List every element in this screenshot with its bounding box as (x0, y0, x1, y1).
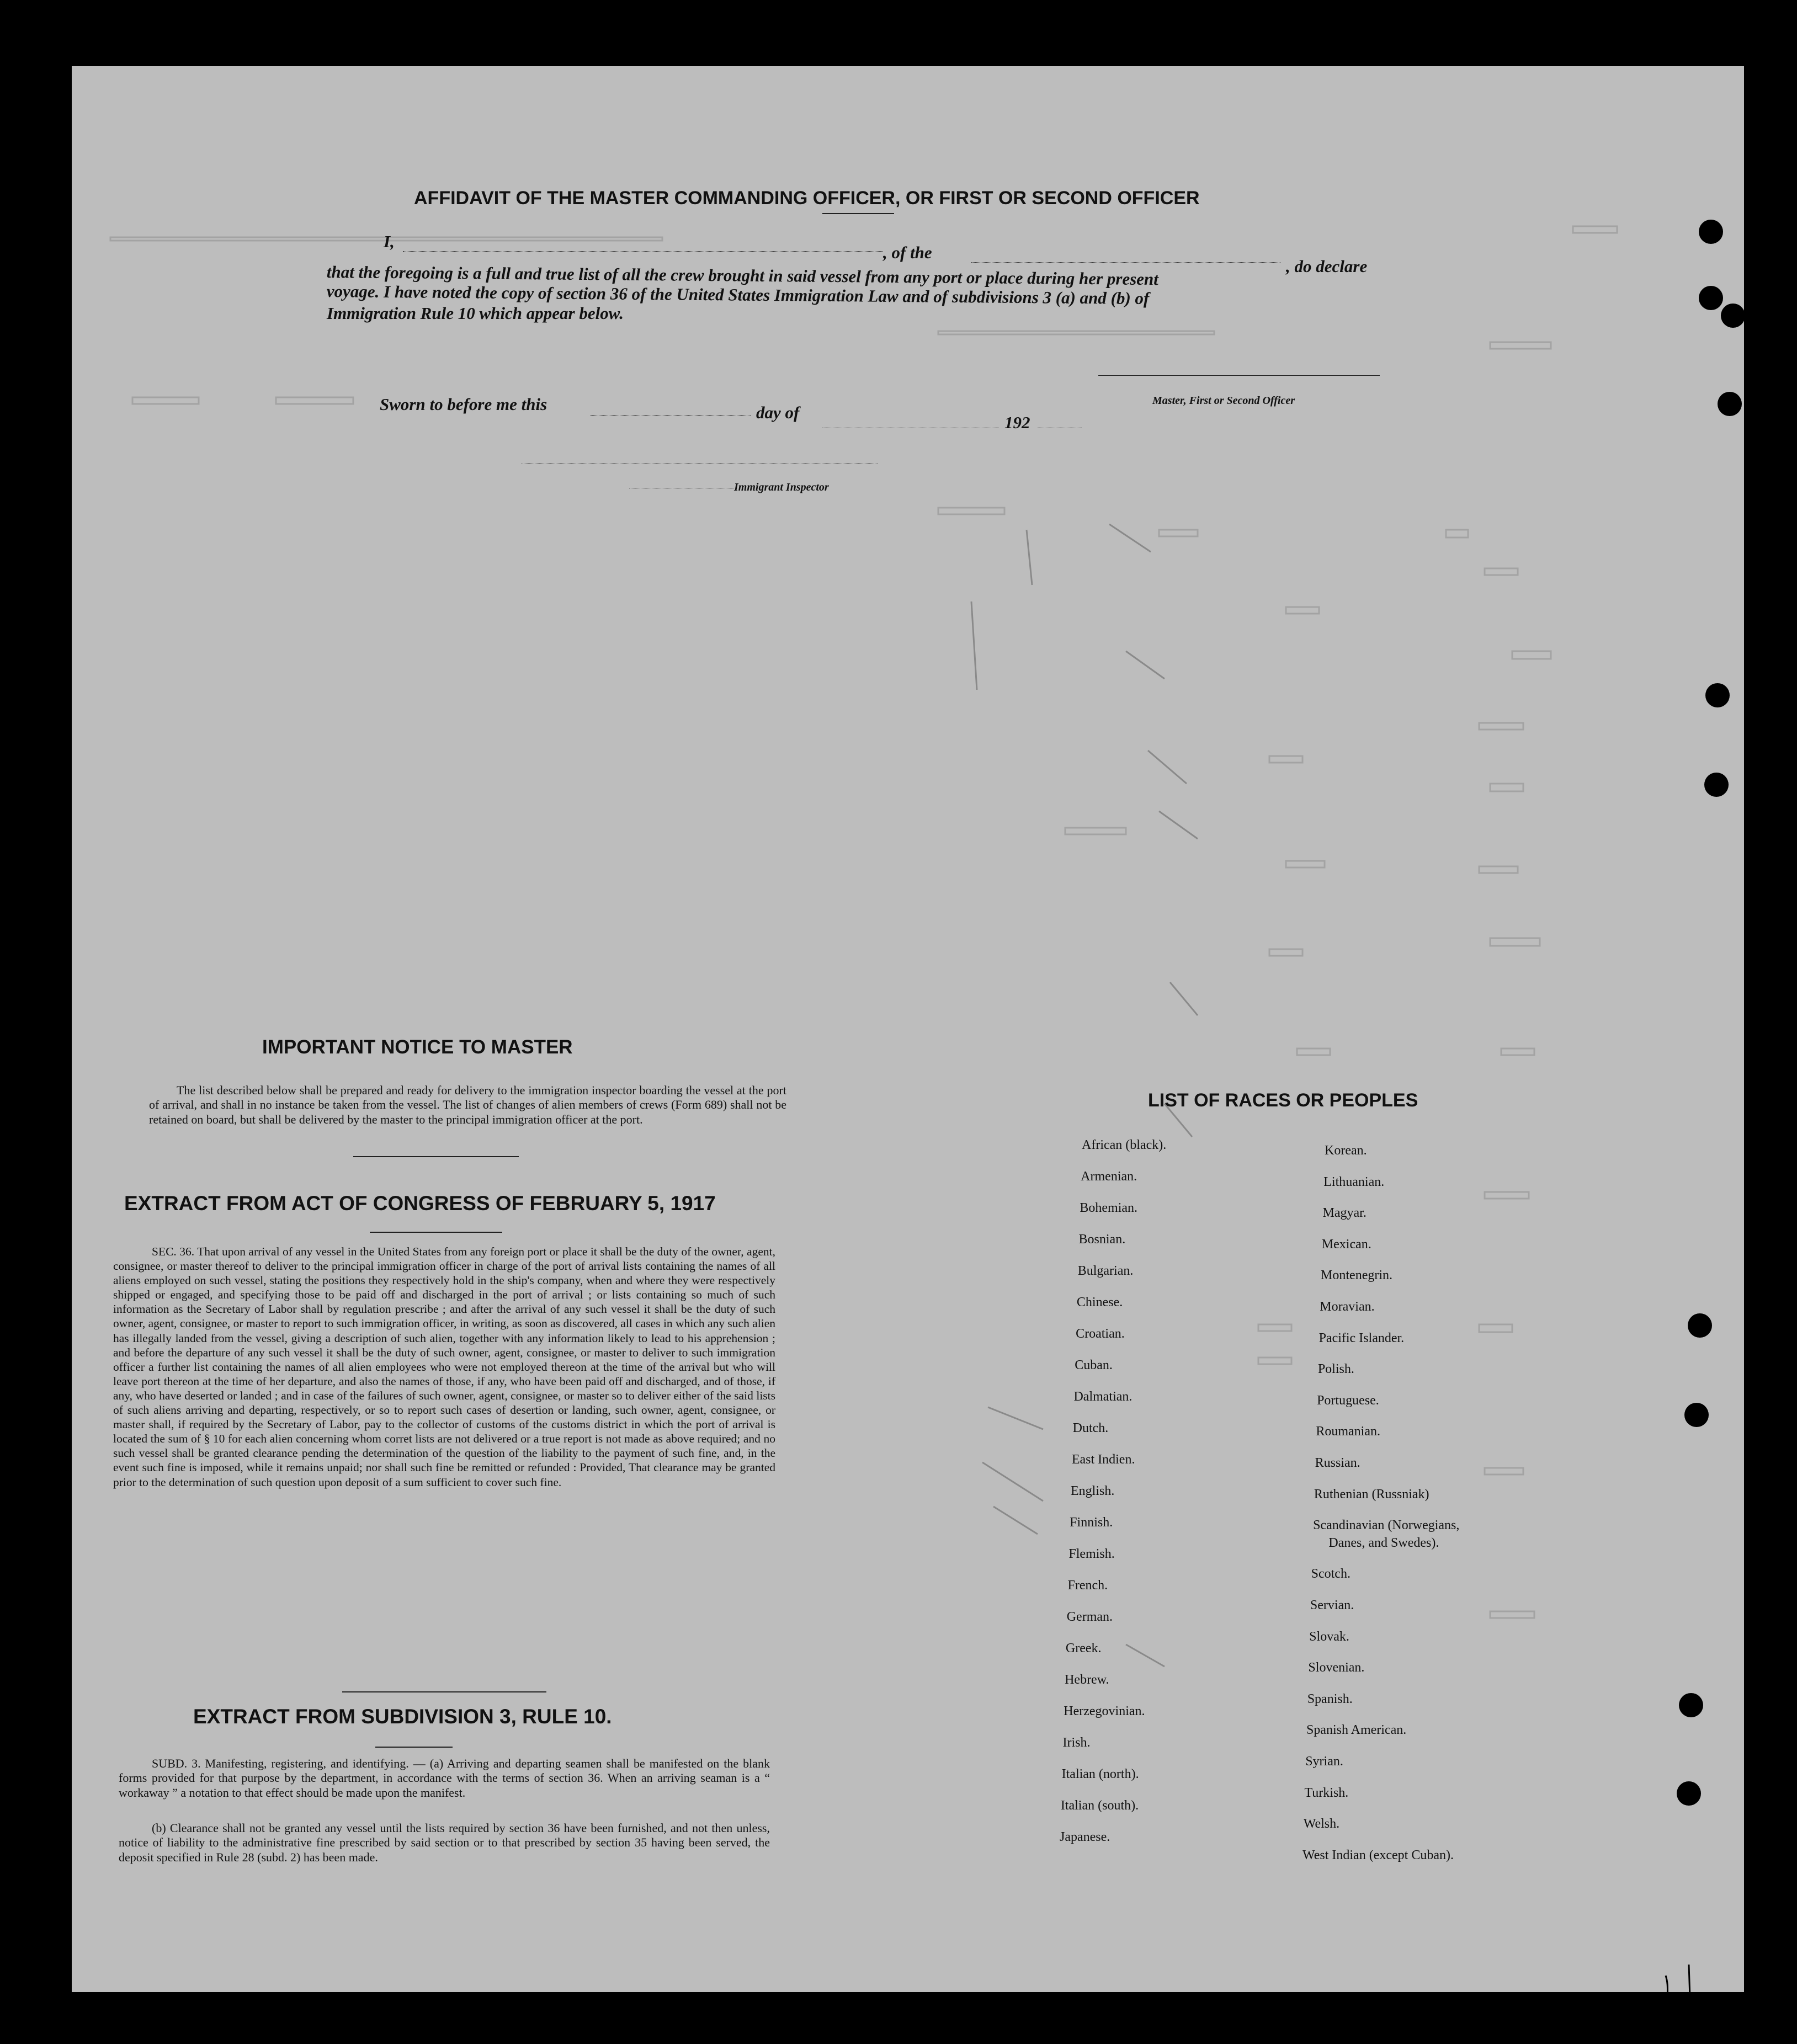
race-entry: Servian. (1310, 1598, 1354, 1612)
race-entry: Dalmatian. (1073, 1390, 1133, 1404)
race-entry: French. (1067, 1578, 1108, 1593)
race-entry: Montenegrin. (1321, 1268, 1393, 1283)
rule-paragraph-a: SUBD. 3. Manifesting, registering, and identifying. — (a) Arriving and departing seamen shall be manifested on the blank forms provided for that purpose by the department, in accordance with the terms of section 36. When an arriving seaman is a “ workaway ” a notation to that effect should be made upon the manifest. (119, 1756, 770, 1800)
race-entry: Roumanian. (1316, 1424, 1380, 1439)
race-entry: Finnish. (1070, 1515, 1113, 1530)
punch-hole (1679, 1693, 1703, 1717)
race-entry: Irish. (1062, 1736, 1091, 1750)
race-entry: West Indian (except Cuban). (1302, 1848, 1454, 1862)
affidavit-declare-label: , do declare (1286, 257, 1368, 276)
sworn-day-line[interactable] (591, 415, 751, 416)
race-entry: Welsh. (1303, 1817, 1340, 1832)
rule-title: EXTRACT FROM SUBDIVISION 3, RULE 10. (193, 1705, 612, 1728)
race-entry: Spanish. (1307, 1691, 1353, 1706)
affidavit-title-underline (822, 213, 894, 214)
race-entry: Polish. (1317, 1362, 1354, 1377)
race-entry: Bulgarian. (1077, 1264, 1134, 1278)
race-entry: Flemish. (1068, 1547, 1115, 1561)
punch-hole (1721, 304, 1745, 328)
race-entry: Korean. (1325, 1143, 1367, 1158)
act-title: EXTRACT FROM ACT OF CONGRESS OF FEBRUARY 5, 1917 (124, 1192, 716, 1215)
affidavit-vessel-label: , of the (883, 243, 932, 262)
race-entry: Slovenian. (1308, 1660, 1365, 1675)
affidavit-text-line-4: Immigration Rule 10 which appear below. (327, 304, 624, 323)
race-entry: Magyar. (1322, 1206, 1367, 1221)
race-entry: Slovak. (1309, 1629, 1349, 1644)
race-entry: Russian. (1315, 1456, 1360, 1470)
punch-hole (1718, 392, 1742, 416)
punch-hole (1684, 1403, 1709, 1427)
race-entry: Bohemian. (1080, 1201, 1138, 1215)
punch-hole (1699, 220, 1723, 244)
race-entry: Moravian. (1320, 1300, 1375, 1314)
race-entry: Dutch. (1072, 1421, 1109, 1435)
sworn-label: Sworn to before me this (380, 395, 547, 414)
race-entry: Cuban. (1075, 1358, 1113, 1372)
race-entry: Italian (north). (1061, 1767, 1139, 1781)
rule-title-underline (375, 1747, 453, 1748)
race-entry: Mexican. (1321, 1237, 1371, 1252)
race-entry: Armenian. (1081, 1169, 1137, 1184)
race-entry: Japanese. (1060, 1830, 1110, 1844)
race-entry: Greek. (1065, 1641, 1102, 1656)
race-entry: English. (1071, 1484, 1115, 1498)
punch-hole (1704, 773, 1729, 797)
race-entry: Spanish American. (1306, 1723, 1407, 1738)
officer-signature-caption: Master, First or Second Officer (1152, 395, 1295, 407)
race-entry: Croatian. (1076, 1327, 1125, 1341)
race-entry: African (black). (1082, 1138, 1167, 1152)
year-prefix: 192 (1004, 413, 1030, 432)
affidavit-text-line-2: that the foregoing is a full and true list of all the crew brought in said vessel from any port or place during her present (326, 262, 1159, 289)
race-entry: Scandinavian (Norwegians, (1313, 1518, 1460, 1533)
races-title: LIST OF RACES OR PEOPLES (1148, 1090, 1418, 1111)
race-entry: Portuguese. (1317, 1393, 1379, 1408)
race-entry: Syrian. (1305, 1754, 1343, 1769)
vessel-name-line[interactable] (971, 262, 1280, 263)
punch-hole (1688, 1313, 1712, 1338)
race-entry: Herzegovinian. (1064, 1704, 1145, 1718)
officer-signature-line[interactable] (1098, 375, 1380, 376)
race-entry: Lithuanian. (1323, 1174, 1385, 1189)
race-entry: Pacific Islander. (1318, 1330, 1405, 1345)
race-entry: Danes, and Swedes). (1328, 1535, 1439, 1550)
race-entry: Scotch. (1311, 1567, 1351, 1582)
punch-hole (1677, 1781, 1701, 1806)
act-divider (342, 1691, 546, 1692)
race-entry: Italian (south). (1060, 1798, 1139, 1813)
notice-divider (353, 1156, 519, 1157)
race-entry: Hebrew. (1065, 1673, 1109, 1687)
inspector-signature-caption: Immigrant Inspector (734, 481, 829, 493)
affidavit-title: AFFIDAVIT OF THE MASTER COMMANDING OFFICER, OR FIRST OR SECOND OFFICER (414, 188, 1200, 209)
race-entry: Bosnian. (1078, 1232, 1126, 1247)
act-title-underline (370, 1232, 502, 1233)
race-entry: Turkish. (1304, 1785, 1349, 1800)
race-entry: Ruthenian (Russniak) (1314, 1487, 1429, 1502)
race-entry: Chinese. (1076, 1295, 1123, 1310)
declarant-name-line[interactable] (403, 251, 883, 252)
page-corner-mark (1656, 1953, 1722, 2020)
notice-title: IMPORTANT NOTICE TO MASTER (262, 1036, 573, 1058)
affidavit-declarant-label: I, (384, 232, 395, 251)
notice-body: The list described below shall be prepared and ready for delivery to the immigration inspector boarding the vessel at the port of arrival, and shall in no instance be taken from the vessel. The list of changes of alien members of crews (Form 689) shall not be retained on board, but shall be delivered by the master to the principal immigration officer at the port. (149, 1083, 786, 1126)
act-body: SEC. 36. That upon arrival of any vessel in the United States from any foreign port or place it shall be the duty of the owner, agent, consignee, or master thereof to deliver to the principal immigration officer in charge of the port of arrival lists containing the names of all aliens employed on such vessel, stating the positions they respectively hold in the ship's company, when and where they were respectively shipped or engaged, and specifying those to be paid off and discharged in the port of arrival ; or lists containing so much of such information as the Secretary of Labor shall by regulation prescribe ; and after the arrival of any such vessel it shall be the duty of such owner, agent, consignee, or master to report to such immigration officer, in writing, as soon as discovered, all cases in which any such alien has illegally landed from the vessel, giving a description of such alien, together with any information likely to lead to his apprehension ; and before the departure of any such vessel it shall be the duty of such owner, agent, consignee, or master to deliver to such immigration officer a further list containing the names of all alien employees who were not employed thereon at the time of the arrival but who will leave port thereon at the time of her departure, and also the names of those, if any, who have been paid off and discharged, and of those, if any, who have deserted or landed ; and in case of the failures of such owner, agent, consignee, or master so to deliver either of the said lists of such aliens arriving and departing, respectively, or so to report such cases of desertion or landing, such owner, agent, consignee, or master shall, if required by the Secretary of Labor, pay to the collector of customs of the customs district in which the port of arrival is located the sum of § 10 for each alien concerning whom corret lists are not delivered or a true report is not made as above required; and no such vessel shall be granted clearance pending the determination of the question of the liability to the payment of such fine, and, in the event such fine is imposed, while it remains unpaid; nor shall such fine be remitted or refunded : Provided, That clearance may be granted prior to the determination of such question upon deposit of a sum sufficient to cover such fine. (113, 1245, 775, 1489)
rule-paragraph-b: (b) Clearance shall not be granted any vessel until the lists required by section 36 have been furnished, and not then unless, notice of liability to the administrative fine prescribed by said section or to that prescribed by section 35 having been served, the deposit specified in Rule 28 (subd. 2) has been made. (119, 1821, 770, 1864)
race-entry: German. (1066, 1610, 1113, 1624)
punch-hole (1699, 286, 1723, 310)
day-of-label: day of (756, 403, 800, 422)
affidavit-text-line-3: voyage. I have noted the copy of section 36 of the United States Immigration Law and of subdivisions 3 (a) and (b) of (326, 281, 1150, 308)
punch-hole (1705, 683, 1730, 707)
race-entry: East Indien. (1071, 1452, 1135, 1467)
